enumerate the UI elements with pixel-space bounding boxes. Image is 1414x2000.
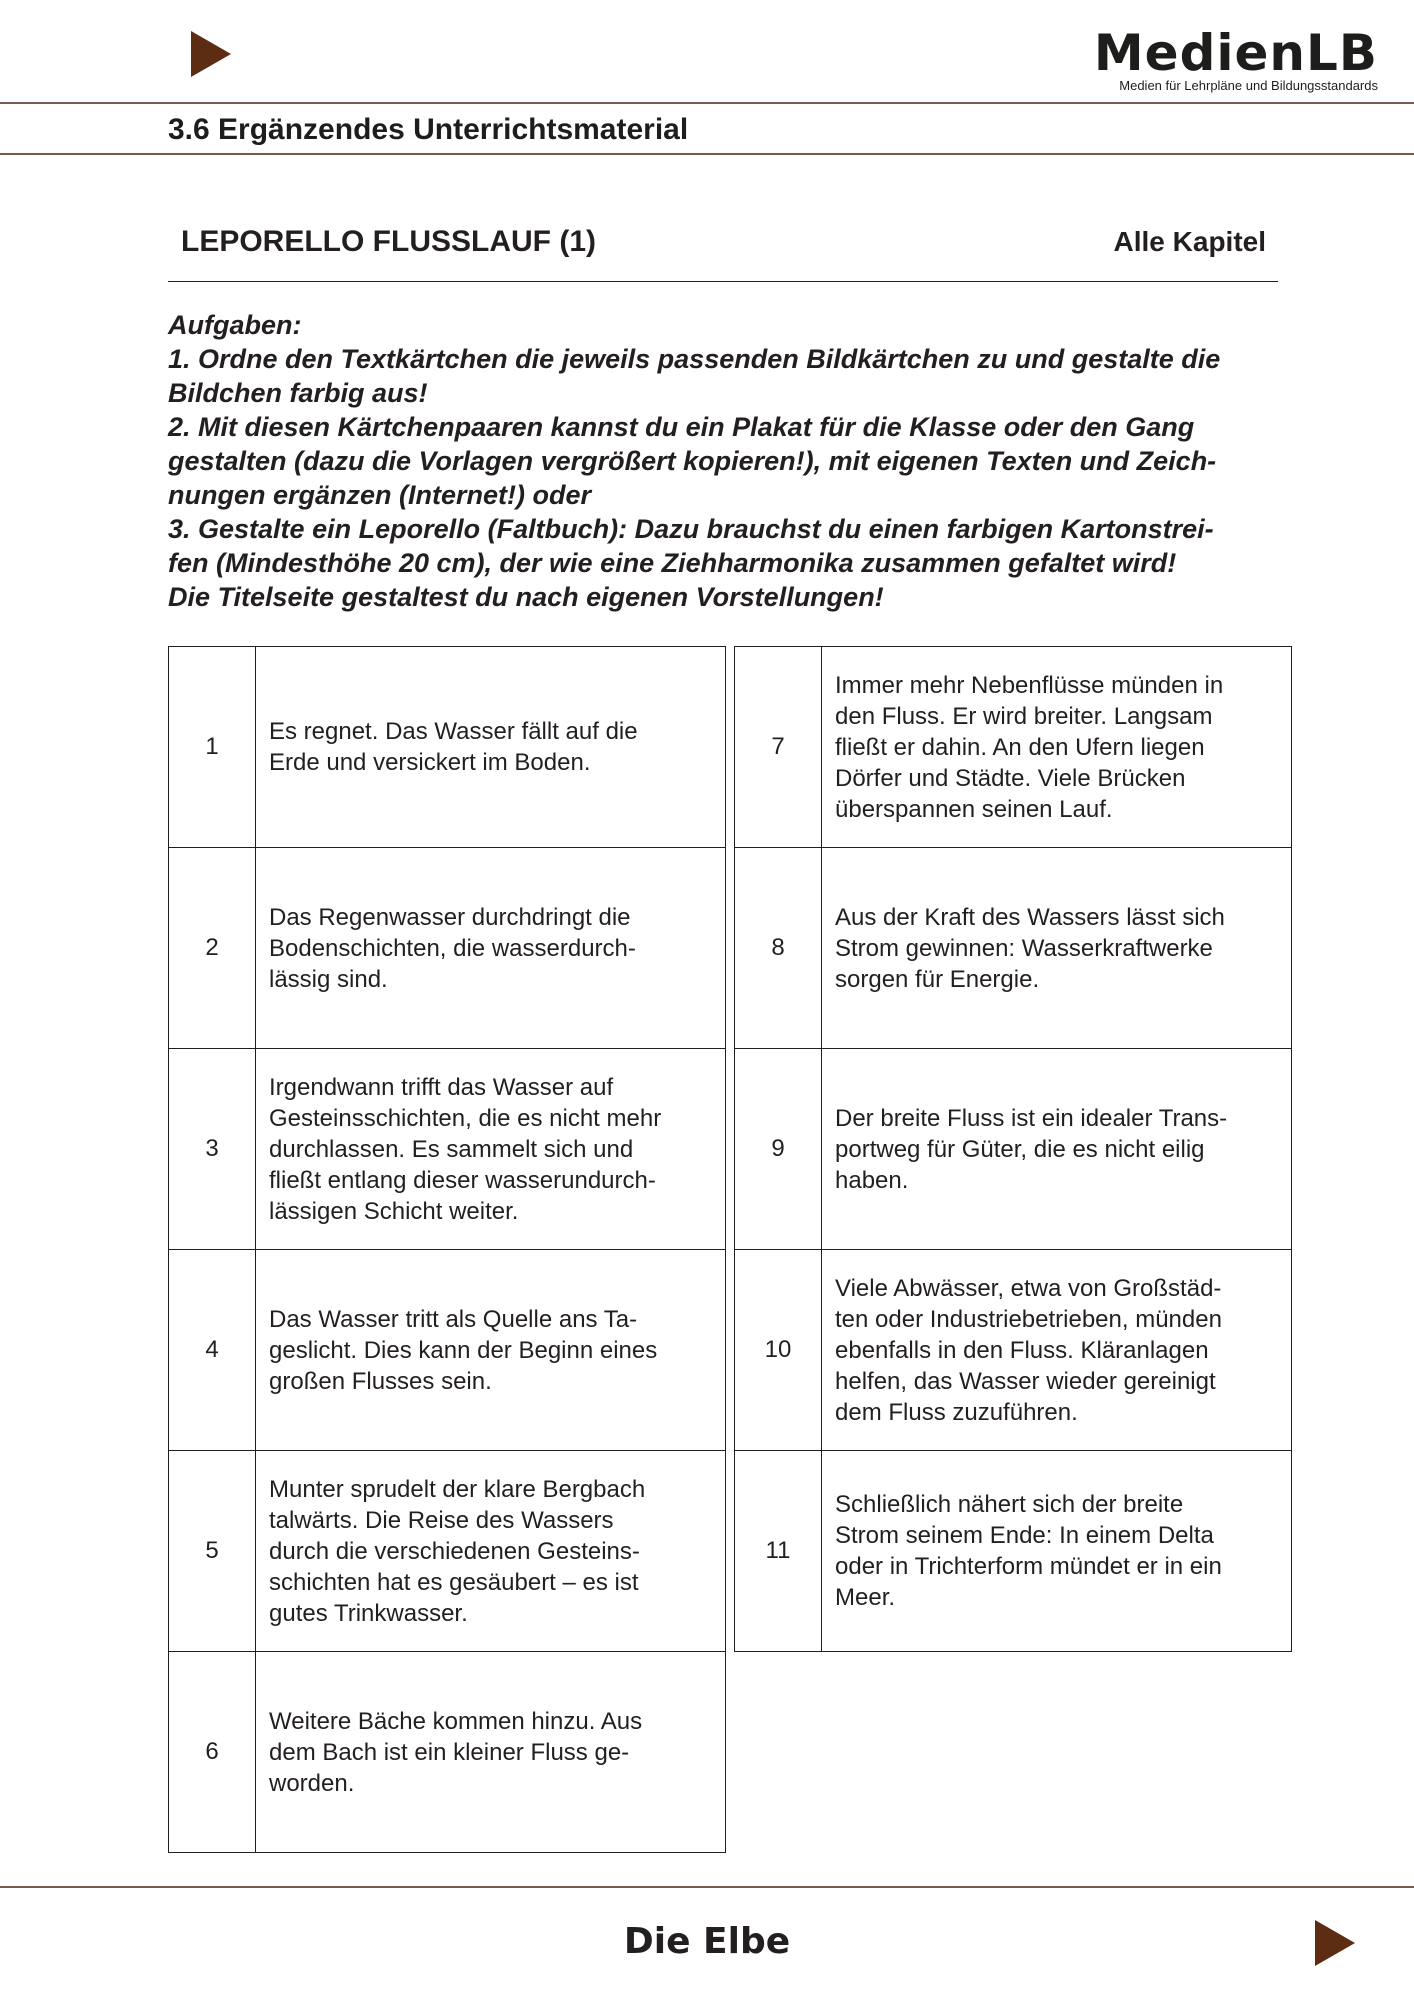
card-text-line: Das Regenwasser durchdringt die	[269, 903, 631, 931]
card-text-line: durch die verschiedenen Gesteins-	[269, 1537, 640, 1565]
next-page-arrow-icon[interactable]	[1315, 1920, 1355, 1966]
title-rule	[168, 281, 1278, 282]
worksheet-title: LEPORELLO FLUSSLAUF (1)	[181, 225, 596, 258]
text-card	[169, 848, 726, 1049]
card-number: 5	[169, 1451, 256, 1652]
footer-title: Die Elbe	[623, 1921, 791, 1962]
text-card	[735, 848, 1292, 1049]
card-text-line: Das Wasser tritt als Quelle ans Ta-	[269, 1305, 638, 1333]
worksheet-chapter: Alle Kapitel	[1113, 226, 1266, 257]
text-card	[169, 1250, 726, 1451]
card-text	[256, 1652, 726, 1853]
card-number: 6	[169, 1652, 256, 1853]
card-text	[256, 647, 726, 848]
card-text	[822, 647, 1292, 848]
card-number: 3	[169, 1049, 256, 1250]
card-text	[256, 1250, 726, 1451]
card-text-line: lässigen Schicht weiter.	[269, 1197, 519, 1225]
card-text-line: sorgen für Energie.	[835, 965, 1040, 993]
card-text	[822, 1049, 1292, 1250]
text-card	[735, 1250, 1292, 1451]
card-text-line: dem Fluss zuzuführen.	[835, 1398, 1078, 1426]
task-line: 3. Gestalte ein Leporello (Faltbuch): Dazu brauchst du einen farbigen Kartonstrei-	[168, 514, 1214, 544]
card-text-line: Aus der Kraft des Wassers lässt sich	[835, 903, 1225, 931]
header-top-rule	[0, 102, 1414, 104]
card-text-line: den Fluss. Er wird breiter. Langsam	[835, 702, 1213, 730]
card-text-line: talwärts. Die Reise des Wassers	[269, 1506, 614, 1534]
card-text-line: helfen, das Wasser wieder gereinigt	[835, 1367, 1216, 1395]
logo-name: MedienLB	[1093, 24, 1378, 82]
text-cards-right-column	[734, 646, 1292, 1652]
card-number: 2	[169, 848, 256, 1049]
task-line: fen (Mindesthöhe 20 cm), der wie eine Ziehharmonika zusammen gefaltet wird!	[168, 548, 1177, 578]
card-text-line: Der breite Fluss ist ein idealer Trans-	[835, 1104, 1228, 1132]
card-text-line: haben.	[835, 1166, 909, 1194]
text-card	[169, 1049, 726, 1250]
card-text	[822, 848, 1292, 1049]
card-number: 9	[735, 1049, 822, 1250]
card-text-line: ebenfalls in den Fluss. Kläranlagen	[835, 1336, 1209, 1364]
card-text-line: Gesteinsschichten, die es nicht mehr	[269, 1104, 662, 1132]
card-text-line: überspannen seinen Lauf.	[835, 795, 1113, 823]
card-text-line: gutes Trinkwasser.	[269, 1599, 468, 1627]
card-text-line: Dörfer und Städte. Viele Brücken	[835, 764, 1186, 792]
card-text-line: portweg für Güter, die es nicht eilig	[835, 1135, 1205, 1163]
header-bottom-rule	[0, 153, 1414, 155]
card-text-line: Irgendwann trifft das Wasser auf	[269, 1073, 614, 1101]
card-number: 4	[169, 1250, 256, 1451]
card-text-line: Viele Abwässer, etwa von Großstäd-	[835, 1274, 1222, 1302]
card-text-line: fließt entlang dieser wasserundurch-	[269, 1166, 656, 1194]
task-line: gestalten (dazu die Vorlagen vergrößert kopieren!), mit eigenen Texten und Zeich-	[168, 446, 1217, 476]
card-number: 11	[735, 1451, 822, 1652]
footer-rule	[0, 1886, 1414, 1888]
card-text-line: fließt er dahin. An den Ufern liegen	[835, 733, 1205, 761]
card-number: 1	[169, 647, 256, 848]
text-card	[735, 1451, 1292, 1652]
card-text-line: worden.	[269, 1769, 355, 1797]
task-line: Bildchen farbig aus!	[168, 378, 428, 408]
card-text	[256, 1451, 726, 1652]
section-title: 3.6 Ergänzendes Unterrichtsmaterial	[168, 113, 689, 146]
card-text-line: Erde und versickert im Boden.	[269, 749, 591, 776]
card-text	[256, 1049, 726, 1250]
card-text	[256, 848, 726, 1049]
text-card	[169, 1451, 726, 1652]
card-text-line: Strom seinem Ende: In einem Delta	[835, 1522, 1214, 1549]
card-text-line: schichten hat es gesäubert – es ist	[269, 1568, 639, 1596]
card-text-line: Meer.	[835, 1584, 896, 1611]
logo-tagline: Medien für Lehrpläne und Bildungsstandards	[1119, 78, 1378, 93]
task-instructions	[168, 308, 1288, 614]
text-card	[169, 1652, 726, 1853]
task-line: Aufgaben:	[168, 310, 302, 340]
task-line: 1. Ordne den Textkärtchen die jeweils passenden Bildkärtchen zu und gestalte die	[168, 344, 1221, 374]
text-card	[735, 1049, 1292, 1250]
text-card	[735, 647, 1292, 848]
card-text-line: geslicht. Dies kann der Beginn eines	[269, 1336, 658, 1364]
card-text-line: Weitere Bäche kommen hinzu. Aus	[269, 1707, 643, 1735]
card-number: 8	[735, 848, 822, 1049]
card-text-line: lässig sind.	[269, 965, 388, 993]
card-text-line: Strom gewinnen: Wasserkraftwerke	[835, 934, 1213, 962]
task-line: nungen ergänzen (Internet!) oder	[168, 480, 592, 510]
card-text-line: Bodenschichten, die wasserdurch-	[269, 934, 636, 962]
card-text-line: dem Bach ist ein kleiner Fluss ge-	[269, 1738, 630, 1766]
card-text-line: durchlassen. Es sammelt sich und	[269, 1135, 634, 1163]
card-text-line: Munter sprudelt der klare Bergbach	[269, 1475, 646, 1503]
card-text-line: großen Flusses sein.	[269, 1367, 492, 1395]
card-number: 10	[735, 1250, 822, 1451]
card-text-line: ten oder Industriebetrieben, münden	[835, 1305, 1222, 1333]
text-card	[169, 647, 726, 848]
card-text-line: Schließlich nähert sich der breite	[835, 1491, 1184, 1518]
task-line: Die Titelseite gestaltest du nach eigenen Vorstellungen!	[168, 582, 884, 612]
text-cards-left-column	[168, 646, 726, 1853]
task-line: 2. Mit diesen Kärtchenpaaren kannst du ein Plakat für die Klasse oder den Gang	[168, 412, 1195, 442]
medienlb-logo	[1093, 24, 1378, 93]
card-text-line: oder in Trichterform mündet er in ein	[835, 1553, 1222, 1580]
card-text-line: Es regnet. Das Wasser fällt auf die	[269, 718, 638, 745]
previous-page-arrow-icon[interactable]	[191, 31, 231, 77]
card-number: 7	[735, 647, 822, 848]
card-text-line: Immer mehr Nebenflüsse münden in	[835, 671, 1224, 699]
card-text	[822, 1451, 1292, 1652]
card-text	[822, 1250, 1292, 1451]
